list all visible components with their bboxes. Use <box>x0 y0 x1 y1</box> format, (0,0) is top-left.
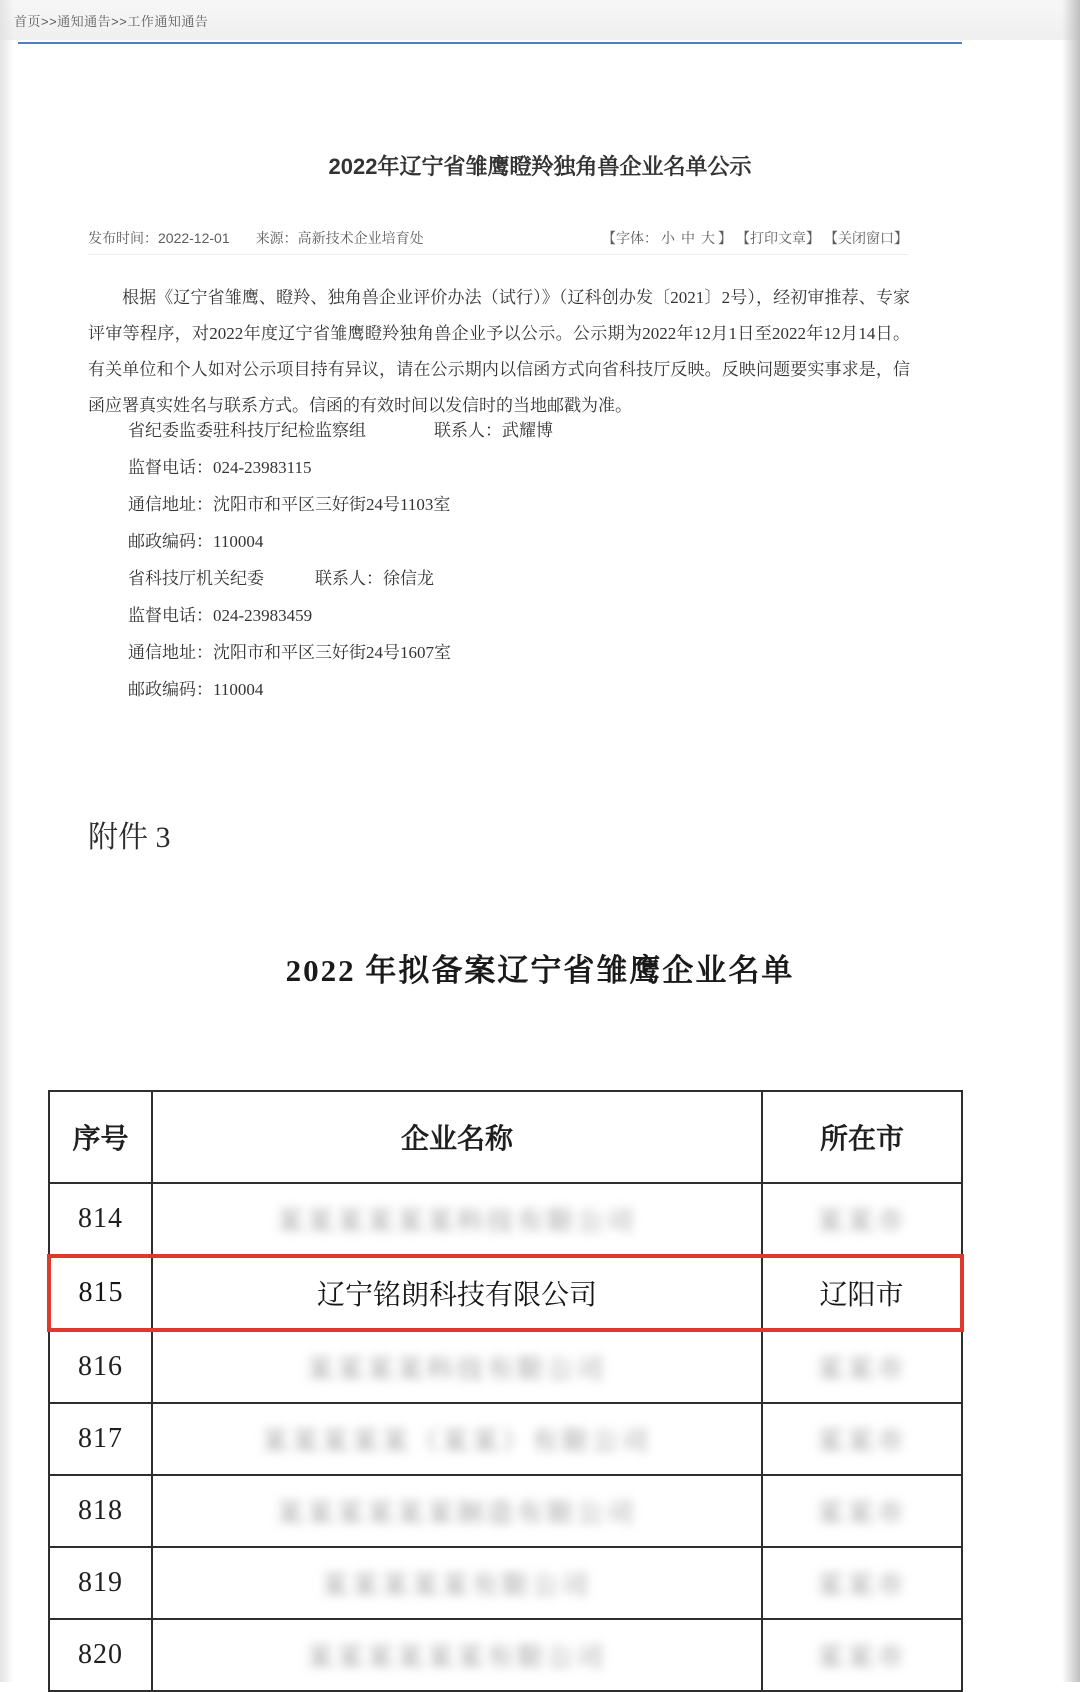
cell-text: 辽阳市 <box>819 1280 904 1311</box>
font-size-suffix: 】 <box>718 230 732 246</box>
cell-company <box>152 1475 762 1547</box>
attachment-label: 附件 3 <box>88 821 171 854</box>
font-size-control <box>602 228 732 248</box>
masked-cell-text: 某某某某某有限公司 <box>321 1570 592 1600</box>
contact-line: 省科技厅机关纪委 联系人：徐信龙 <box>128 569 434 588</box>
cell-city <box>762 1619 962 1691</box>
font-size-prefix: 【字体： <box>602 230 658 246</box>
enterprise-table-wrap <box>47 1090 960 1692</box>
contact-line: 监督电话：024-23983115 <box>128 458 312 477</box>
cell-text: 辽宁铭朗科技有限公司 <box>316 1280 597 1311</box>
table-header-row <box>49 1091 962 1183</box>
cell-seq <box>49 1619 152 1691</box>
cell-city <box>762 1403 962 1475</box>
cell-city <box>762 1330 962 1403</box>
article-source: 来源：高新技术企业培育处 <box>255 230 424 246</box>
header-divider <box>18 42 962 44</box>
cell-seq <box>49 1547 152 1619</box>
breadcrumb[interactable]: 首页>>通知通告>>工作通知通告 <box>14 14 209 29</box>
breadcrumb-bar <box>0 0 1080 40</box>
cell-company <box>152 1403 762 1475</box>
cell-company <box>152 1330 762 1403</box>
cell-text: 815 <box>78 1277 124 1308</box>
cell-city <box>762 1547 962 1619</box>
cell-text: 814 <box>78 1203 123 1234</box>
cell-seq <box>49 1330 152 1403</box>
print-button[interactable]: 【打印文章】 <box>736 230 820 246</box>
masked-cell-text: 某某市 <box>816 1642 907 1672</box>
enterprise-table <box>47 1090 964 1692</box>
article-meta-row <box>88 218 908 255</box>
cell-city <box>762 1475 962 1547</box>
cell-company <box>152 1619 762 1691</box>
header-seq: 序号 <box>49 1091 152 1183</box>
masked-cell-text: 某某市 <box>816 1498 907 1528</box>
font-large-button[interactable]: 大 <box>701 230 715 246</box>
table-row <box>49 1183 962 1256</box>
cell-company <box>152 1183 762 1256</box>
cell-text: 820 <box>78 1639 123 1670</box>
cell-seq <box>49 1403 152 1475</box>
table-row <box>49 1330 962 1403</box>
masked-cell-text: 某某某某某某科技有限公司 <box>276 1206 637 1236</box>
notice-paragraph: 根据《辽宁省雏鹰、瞪羚、独角兽企业评价办法（试行）》（辽科创办发〔2021〕2号），经初审推荐、专家评审等程序，对2022年度辽宁省雏鹰瞪羚独角兽企业予以公示。公示期为2022年12月1日至2022年12月14日。有关单位和个人如对公示项目持有异议，请在公示期内以信函方式向省科技厅反映。反映问题要实事求是，信函应署真实姓名与联系方式。信函的有效时间以发信时的当地邮戳为准。 <box>88 288 910 415</box>
contact-line: 邮政编码：110004 <box>128 680 264 699</box>
article-meta-left <box>88 228 450 248</box>
header-company: 企业名称 <box>152 1091 762 1183</box>
close-window-button[interactable]: 【关闭窗口】 <box>824 230 908 246</box>
article-meta-controls <box>602 228 908 248</box>
contact-line: 监督电话：024-23983459 <box>128 606 313 625</box>
masked-cell-text: 某某市 <box>816 1354 907 1384</box>
cell-seq <box>49 1183 152 1256</box>
cell-text: 817 <box>78 1423 123 1454</box>
contact-line: 邮政编码：110004 <box>128 532 264 551</box>
publish-date: 发布时间：2022-12-01 <box>88 230 230 246</box>
masked-cell-text: 某某某某某某制造有限公司 <box>276 1498 637 1528</box>
table-row <box>49 1403 962 1475</box>
page-title: 2022年辽宁省雏鹰瞪羚独角兽企业名单公示 <box>328 154 752 179</box>
masked-cell-text: 某某某某科技有限公司 <box>306 1354 607 1384</box>
cell-seq <box>49 1256 152 1330</box>
contact-line: 省纪委监委驻科技厅纪检监察组 联系人：武耀博 <box>128 421 553 440</box>
right-edge-gutter <box>1062 0 1080 1682</box>
masked-cell-text: 某某市 <box>816 1206 907 1236</box>
font-medium-button[interactable]: 中 <box>681 230 695 246</box>
left-edge-gutter <box>0 0 14 1682</box>
cell-text: 816 <box>78 1351 123 1382</box>
table-title: 2022 年拟备案辽宁省雏鹰企业名单 <box>285 953 795 988</box>
table-row <box>49 1547 962 1619</box>
cell-city <box>762 1256 962 1330</box>
contact-info-block <box>128 412 908 708</box>
table-row <box>49 1475 962 1547</box>
masked-cell-text: 某某某某某某有限公司 <box>306 1642 607 1672</box>
enterprise-table-body <box>49 1183 962 1691</box>
table-row <box>49 1619 962 1691</box>
cell-text: 819 <box>78 1567 123 1598</box>
cell-company <box>152 1547 762 1619</box>
font-small-button[interactable]: 小 <box>661 230 675 246</box>
table-row-highlighted <box>49 1256 962 1330</box>
masked-cell-text: 某某市 <box>816 1570 907 1600</box>
masked-cell-text: 某某市 <box>816 1426 907 1456</box>
cell-city <box>762 1183 962 1256</box>
masked-cell-text: 某某某某某（某某）有限公司 <box>261 1426 652 1456</box>
contact-line: 通信地址：沈阳市和平区三好街24号1103室 <box>128 495 451 514</box>
header-city: 所在市 <box>762 1091 962 1183</box>
cell-seq <box>49 1475 152 1547</box>
contact-line: 通信地址：沈阳市和平区三好街24号1607室 <box>128 643 451 662</box>
cell-company <box>152 1256 762 1330</box>
cell-text: 818 <box>78 1495 123 1526</box>
